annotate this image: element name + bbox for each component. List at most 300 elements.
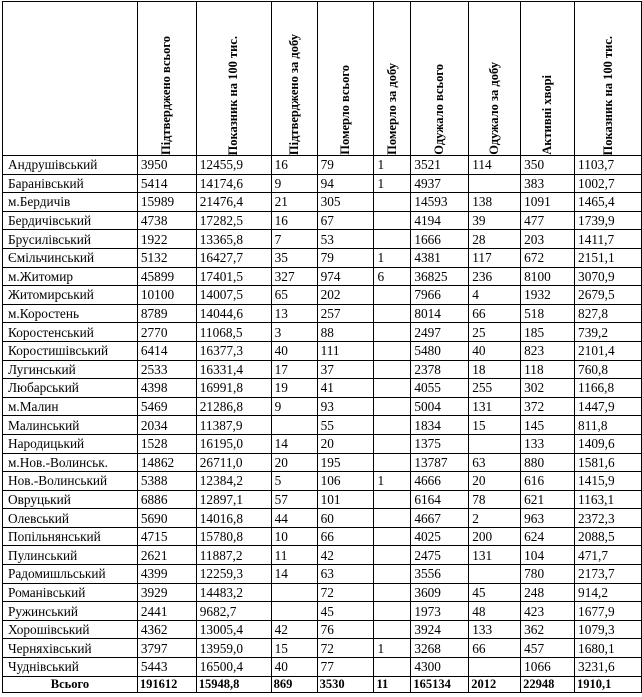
value-cell: 1677,9: [575, 602, 642, 621]
value-cell: 4381: [411, 248, 469, 267]
value-cell: 93: [317, 397, 374, 416]
value-cell: 811,8: [575, 416, 642, 435]
value-cell: 1: [374, 174, 411, 193]
value-cell: 63: [469, 453, 521, 472]
value-cell: 14174,6: [196, 174, 271, 193]
value-cell: 131: [469, 546, 521, 565]
value-cell: 1447,9: [575, 397, 642, 416]
value-cell: 39: [469, 211, 521, 230]
header-active-cases: [521, 2, 575, 156]
value-cell: 3950: [137, 156, 196, 175]
value-cell: 2101,4: [575, 341, 642, 360]
value-cell: 63: [317, 565, 374, 584]
value-cell: [374, 286, 411, 305]
header-label: Померло за добу: [384, 63, 399, 155]
value-cell: [374, 379, 411, 398]
value-cell: 42: [317, 546, 374, 565]
district-name-cell: Житомирський: [3, 286, 138, 305]
table-row: [3, 379, 642, 398]
value-cell: 9: [271, 174, 317, 193]
value-cell: 203: [521, 230, 575, 249]
header-label: Підтверджено всього: [159, 35, 174, 155]
value-cell: 1465,4: [575, 193, 642, 212]
value-cell: 1666: [411, 230, 469, 249]
value-cell: 55: [317, 416, 374, 435]
value-cell: 12897,1: [196, 490, 271, 509]
value-cell: 5414: [137, 174, 196, 193]
value-cell: 963: [521, 509, 575, 528]
value-cell: 66: [469, 304, 521, 323]
value-cell: 41: [317, 379, 374, 398]
value-cell: 17282,5: [196, 211, 271, 230]
value-cell: 5: [271, 472, 317, 491]
total-value-cell: 3530: [317, 676, 374, 692]
value-cell: 1166,8: [575, 379, 642, 398]
value-cell: 145: [521, 416, 575, 435]
value-cell: 8100: [521, 267, 575, 286]
table-body: [3, 156, 642, 677]
value-cell: [374, 323, 411, 342]
value-cell: 42: [271, 620, 317, 639]
value-cell: 14007,5: [196, 286, 271, 305]
value-cell: [374, 341, 411, 360]
value-cell: 383: [521, 174, 575, 193]
value-cell: 2372,3: [575, 509, 642, 528]
value-cell: [374, 565, 411, 584]
value-cell: 5443: [137, 658, 196, 677]
table-row: [3, 527, 642, 546]
value-cell: 185: [521, 323, 575, 342]
district-name-cell: Черняхівський: [3, 639, 138, 658]
district-name-cell: Ємільчинський: [3, 248, 138, 267]
value-cell: 10: [271, 527, 317, 546]
value-cell: 20: [317, 434, 374, 453]
value-cell: 14483,2: [196, 583, 271, 602]
header-deaths-daily: [374, 2, 411, 156]
table-row: [3, 583, 642, 602]
value-cell: 3521: [411, 156, 469, 175]
table-row: [3, 211, 642, 230]
table-row: [3, 472, 642, 491]
value-cell: 6164: [411, 490, 469, 509]
value-cell: [374, 416, 411, 435]
header-label: Одужало за добу: [487, 62, 502, 155]
district-name-cell: м.Бердичів: [3, 193, 138, 212]
corner-cell: [3, 2, 138, 156]
value-cell: 14593: [411, 193, 469, 212]
value-cell: 4667: [411, 509, 469, 528]
value-cell: 2770: [137, 323, 196, 342]
value-cell: 823: [521, 341, 575, 360]
value-cell: 16500,4: [196, 658, 271, 677]
table-row: [3, 416, 642, 435]
value-cell: 1922: [137, 230, 196, 249]
table-row: [3, 490, 642, 509]
value-cell: 1528: [137, 434, 196, 453]
table-row: [3, 639, 642, 658]
value-cell: 5004: [411, 397, 469, 416]
value-cell: 16377,3: [196, 341, 271, 360]
value-cell: 5480: [411, 341, 469, 360]
value-cell: [374, 193, 411, 212]
value-cell: [374, 620, 411, 639]
value-cell: 2441: [137, 602, 196, 621]
value-cell: 1581,6: [575, 453, 642, 472]
value-cell: 72: [317, 583, 374, 602]
value-cell: 1103,7: [575, 156, 642, 175]
value-cell: 45: [469, 583, 521, 602]
value-cell: 327: [271, 267, 317, 286]
value-cell: 12259,3: [196, 565, 271, 584]
value-cell: 36825: [411, 267, 469, 286]
district-name-cell: м.Житомир: [3, 267, 138, 286]
value-cell: 21286,8: [196, 397, 271, 416]
value-cell: 7: [271, 230, 317, 249]
value-cell: 471,7: [575, 546, 642, 565]
value-cell: 305: [317, 193, 374, 212]
value-cell: 45: [317, 602, 374, 621]
total-value-cell: 191612: [137, 676, 196, 692]
value-cell: 5469: [137, 397, 196, 416]
value-cell: 4194: [411, 211, 469, 230]
value-cell: 16991,8: [196, 379, 271, 398]
value-cell: 2497: [411, 323, 469, 342]
total-value-cell: 869: [271, 676, 317, 692]
value-cell: 621: [521, 490, 575, 509]
value-cell: 88: [317, 323, 374, 342]
value-cell: 11068,5: [196, 323, 271, 342]
value-cell: 1: [374, 156, 411, 175]
value-cell: 16: [271, 211, 317, 230]
header-deaths-total: [317, 2, 374, 156]
value-cell: 3797: [137, 639, 196, 658]
value-cell: 1409,6: [575, 434, 642, 453]
value-cell: 40: [271, 658, 317, 677]
value-cell: 21: [271, 193, 317, 212]
district-name-cell: Овруцький: [3, 490, 138, 509]
table-row: [3, 602, 642, 621]
value-cell: 13787: [411, 453, 469, 472]
value-cell: 3070,9: [575, 267, 642, 286]
district-name-cell: Лугинський: [3, 360, 138, 379]
district-name-cell: Хорошівський: [3, 620, 138, 639]
value-cell: 117: [469, 248, 521, 267]
value-cell: 457: [521, 639, 575, 658]
value-cell: 40: [271, 341, 317, 360]
value-cell: 257: [317, 304, 374, 323]
value-cell: 202: [317, 286, 374, 305]
district-name-cell: Ружинський: [3, 602, 138, 621]
district-name-cell: Андрушівський: [3, 156, 138, 175]
value-cell: 2: [469, 509, 521, 528]
value-cell: 19: [271, 379, 317, 398]
value-cell: 15: [469, 416, 521, 435]
value-cell: 11: [271, 546, 317, 565]
value-cell: 302: [521, 379, 575, 398]
value-cell: [469, 658, 521, 677]
value-cell: 10100: [137, 286, 196, 305]
value-cell: 9682,7: [196, 602, 271, 621]
value-cell: 8789: [137, 304, 196, 323]
table-row: [3, 620, 642, 639]
value-cell: 1739,9: [575, 211, 642, 230]
value-cell: [374, 546, 411, 565]
district-name-cell: м.Нов.-Волинськ.: [3, 453, 138, 472]
total-value-cell: 1910,1: [575, 676, 642, 692]
table-row: [3, 230, 642, 249]
table-row: [3, 304, 642, 323]
district-name-cell: Малинський: [3, 416, 138, 435]
value-cell: 1973: [411, 602, 469, 621]
district-name-cell: Народицький: [3, 434, 138, 453]
value-cell: 40: [469, 341, 521, 360]
header-confirmed-total: [137, 2, 196, 156]
header-row: [3, 2, 642, 156]
value-cell: 880: [521, 453, 575, 472]
value-cell: 3924: [411, 620, 469, 639]
header-label: Підтверджено за добу: [286, 33, 301, 155]
value-cell: 118: [521, 360, 575, 379]
district-name-cell: Пулинський: [3, 546, 138, 565]
value-cell: 20: [271, 453, 317, 472]
value-cell: 13959,0: [196, 639, 271, 658]
value-cell: 25: [469, 323, 521, 342]
value-cell: 4025: [411, 527, 469, 546]
value-cell: 16195,0: [196, 434, 271, 453]
value-cell: 2088,5: [575, 527, 642, 546]
table-row: [3, 546, 642, 565]
value-cell: 423: [521, 602, 575, 621]
district-name-cell: Бердичівський: [3, 211, 138, 230]
value-cell: 57: [271, 490, 317, 509]
value-cell: 111: [317, 341, 374, 360]
table-row: [3, 267, 642, 286]
value-cell: 3231,6: [575, 658, 642, 677]
total-value-cell: 2012: [469, 676, 521, 692]
value-cell: 17401,5: [196, 267, 271, 286]
header-recovered-total: [411, 2, 469, 156]
value-cell: 1163,1: [575, 490, 642, 509]
value-cell: 4398: [137, 379, 196, 398]
value-cell: 1079,3: [575, 620, 642, 639]
table-row: [3, 453, 642, 472]
value-cell: 26711,0: [196, 453, 271, 472]
value-cell: 5690: [137, 509, 196, 528]
value-cell: 104: [521, 546, 575, 565]
value-cell: 4300: [411, 658, 469, 677]
value-cell: 1834: [411, 416, 469, 435]
value-cell: 20: [469, 472, 521, 491]
value-cell: 780: [521, 565, 575, 584]
value-cell: [374, 230, 411, 249]
value-cell: [374, 602, 411, 621]
value-cell: 248: [521, 583, 575, 602]
value-cell: 4055: [411, 379, 469, 398]
value-cell: [374, 490, 411, 509]
header-rate-per-100k: [196, 2, 271, 156]
total-value-cell: 22948: [521, 676, 575, 692]
value-cell: 66: [469, 639, 521, 658]
value-cell: 739,2: [575, 323, 642, 342]
value-cell: 362: [521, 620, 575, 639]
value-cell: 13: [271, 304, 317, 323]
value-cell: 11887,2: [196, 546, 271, 565]
value-cell: [271, 583, 317, 602]
value-cell: [469, 174, 521, 193]
value-cell: 624: [521, 527, 575, 546]
value-cell: 16331,4: [196, 360, 271, 379]
value-cell: 616: [521, 472, 575, 491]
value-cell: 3929: [137, 583, 196, 602]
value-cell: [374, 304, 411, 323]
value-cell: 28: [469, 230, 521, 249]
header-label: Показник на 100 тис.: [600, 35, 615, 155]
district-name-cell: Баранівський: [3, 174, 138, 193]
value-cell: [469, 434, 521, 453]
value-cell: 79: [317, 156, 374, 175]
value-cell: 16: [271, 156, 317, 175]
district-name-cell: Любарський: [3, 379, 138, 398]
value-cell: 1411,7: [575, 230, 642, 249]
value-cell: 1091: [521, 193, 575, 212]
district-name-cell: Нов.-Волинський: [3, 472, 138, 491]
value-cell: [374, 360, 411, 379]
value-cell: 255: [469, 379, 521, 398]
value-cell: 45899: [137, 267, 196, 286]
value-cell: 8014: [411, 304, 469, 323]
value-cell: 133: [469, 620, 521, 639]
value-cell: 672: [521, 248, 575, 267]
value-cell: [271, 416, 317, 435]
table-row: [3, 323, 642, 342]
value-cell: 1415,9: [575, 472, 642, 491]
value-cell: 78: [469, 490, 521, 509]
table-row: [3, 341, 642, 360]
value-cell: 1932: [521, 286, 575, 305]
value-cell: 131: [469, 397, 521, 416]
value-cell: [374, 397, 411, 416]
value-cell: 44: [271, 509, 317, 528]
value-cell: 760,8: [575, 360, 642, 379]
value-cell: 17: [271, 360, 317, 379]
value-cell: 53: [317, 230, 374, 249]
value-cell: [469, 565, 521, 584]
header-active-rate-per-100k: [575, 2, 642, 156]
value-cell: 65: [271, 286, 317, 305]
total-label-cell: Всього: [3, 676, 138, 692]
value-cell: 2679,5: [575, 286, 642, 305]
value-cell: 16427,7: [196, 248, 271, 267]
district-name-cell: Коростенський: [3, 323, 138, 342]
value-cell: 14: [271, 565, 317, 584]
district-name-cell: Радомишльський: [3, 565, 138, 584]
value-cell: 2378: [411, 360, 469, 379]
district-name-cell: Попільнянський: [3, 527, 138, 546]
value-cell: 14862: [137, 453, 196, 472]
value-cell: 101: [317, 490, 374, 509]
value-cell: 914,2: [575, 583, 642, 602]
value-cell: 974: [317, 267, 374, 286]
table-row: [3, 248, 642, 267]
value-cell: 2034: [137, 416, 196, 435]
value-cell: 3609: [411, 583, 469, 602]
value-cell: [374, 211, 411, 230]
value-cell: 21476,4: [196, 193, 271, 212]
value-cell: [374, 527, 411, 546]
header-label: Померло всього: [338, 65, 352, 155]
value-cell: 5132: [137, 248, 196, 267]
value-cell: [374, 658, 411, 677]
total-value-cell: 15948,8: [196, 676, 271, 692]
header-confirmed-daily: [271, 2, 317, 156]
value-cell: 15989: [137, 193, 196, 212]
value-cell: 518: [521, 304, 575, 323]
value-cell: 827,8: [575, 304, 642, 323]
table-row: [3, 360, 642, 379]
value-cell: 67: [317, 211, 374, 230]
value-cell: 48: [469, 602, 521, 621]
value-cell: 3556: [411, 565, 469, 584]
district-name-cell: Романівський: [3, 583, 138, 602]
value-cell: 2151,1: [575, 248, 642, 267]
value-cell: 15: [271, 639, 317, 658]
district-name-cell: Брусилівський: [3, 230, 138, 249]
value-cell: 138: [469, 193, 521, 212]
value-cell: 4362: [137, 620, 196, 639]
table-row: [3, 658, 642, 677]
table-row: [3, 434, 642, 453]
table-row: [3, 286, 642, 305]
value-cell: 2621: [137, 546, 196, 565]
header-label: Показник на 100 тис.: [226, 35, 241, 155]
value-cell: 1: [374, 248, 411, 267]
value-cell: 18: [469, 360, 521, 379]
value-cell: 350: [521, 156, 575, 175]
district-name-cell: м.Коростень: [3, 304, 138, 323]
value-cell: 3: [271, 323, 317, 342]
district-name-cell: Чуднівський: [3, 658, 138, 677]
header-label: Одужало всього: [432, 64, 447, 155]
value-cell: [374, 434, 411, 453]
value-cell: 13365,8: [196, 230, 271, 249]
covid-stats-table: [2, 1, 642, 693]
value-cell: 477: [521, 211, 575, 230]
value-cell: 72: [317, 639, 374, 658]
value-cell: 236: [469, 267, 521, 286]
value-cell: 1002,7: [575, 174, 642, 193]
value-cell: 106: [317, 472, 374, 491]
value-cell: 9: [271, 397, 317, 416]
value-cell: 15780,8: [196, 527, 271, 546]
value-cell: 4: [469, 286, 521, 305]
value-cell: 2475: [411, 546, 469, 565]
value-cell: 4937: [411, 174, 469, 193]
value-cell: 1680,1: [575, 639, 642, 658]
total-value-cell: 165134: [411, 676, 469, 692]
value-cell: 14044,6: [196, 304, 271, 323]
value-cell: 4666: [411, 472, 469, 491]
value-cell: 79: [317, 248, 374, 267]
value-cell: 35: [271, 248, 317, 267]
value-cell: 3268: [411, 639, 469, 658]
value-cell: 14: [271, 434, 317, 453]
value-cell: 6886: [137, 490, 196, 509]
value-cell: 11387,9: [196, 416, 271, 435]
table-row: [3, 565, 642, 584]
value-cell: 1066: [521, 658, 575, 677]
value-cell: 1375: [411, 434, 469, 453]
value-cell: 5388: [137, 472, 196, 491]
